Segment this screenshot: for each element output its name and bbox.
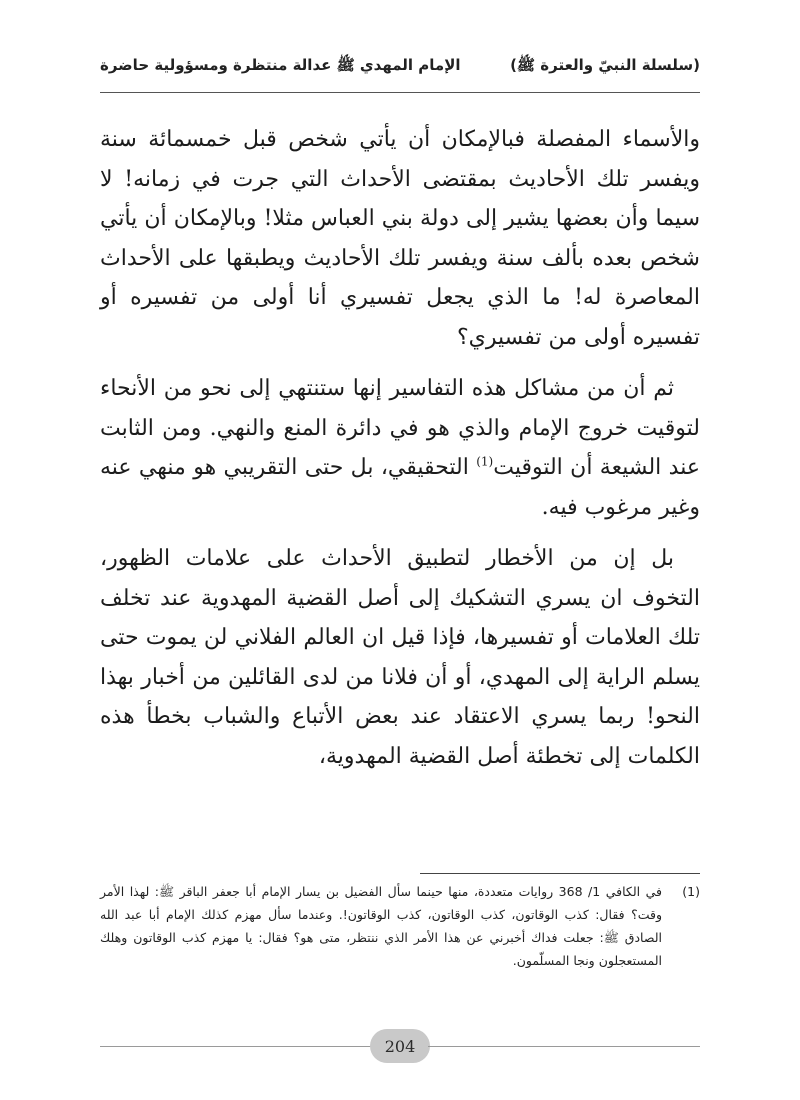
page-number: 204: [384, 1036, 416, 1056]
book-title: الإمام المهدي ﷺ عدالة منتظرة ومسؤولية حاضرة: [100, 56, 461, 74]
header-divider: [100, 92, 700, 93]
paragraph-2-text-before: ثم أن من مشاكل هذه التفاسير إنها ستنتهي إلى نحو من الأنحاء لتوقيت خروج الإمام والذي هو في دائرة المنع والنهي. ومن الثابت عند الشيعة أن التوقيت: [100, 376, 700, 480]
paragraph-2: [100, 369, 700, 527]
paragraph-3: بل إن من الأخطار لتطبيق الأحداث على علامات الظهور، التخوف ان يسري التشكيك إلى أصل القضية المهدوية عند تخلف تلك العلامات أو تفسيرها، فإذا قيل ان العالم الفلاني لن يموت حتى يسلم الراية إلى المهدي، أو أن فلانا من لدى القائلين من أخبار بهذا النحو! ربما يسري الاعتقاد عند بعض الأتباع والشباب بخطأ هذه الكلمات إلى تخطئة أصل القضية المهدوية،: [100, 546, 700, 769]
series-title: (سلسلة النبيّ والعترة ﷺ): [510, 56, 700, 74]
footnote-item: [100, 880, 700, 972]
footnote-number: (1): [682, 884, 700, 899]
page-number-badge: [370, 1029, 430, 1063]
footer-line-right: [428, 1046, 700, 1047]
main-text: [100, 120, 700, 788]
running-header: [100, 56, 700, 78]
footer-line-left: [100, 1046, 372, 1047]
footnote-text: في الكافي 1/ 368 روايات متعددة، منها حينما سأل الفضيل بن يسار الإمام أبا جعفر الباقر ﷺ: لهذا الأمر وقت؟ فقال: كذب الوقاتون، كذب الوقاتون، كذب الوقاتون!. وعندما سأل مهزم كذلك الإمام أبا عبد الله الصادق ﷺ: جعلت فداك أخبرني عن هذا الأمر الذي ننتظر، متى هو؟ فقال: يا مهزم كذب الوقاتون وهلك المستعجلون ونجا المسلّمون.: [100, 884, 662, 968]
footnotes: [100, 880, 700, 972]
paragraph-2-text-after: التحقيقي، بل حتى التقريبي هو منهي عنه وغير مرغوب فيه.: [100, 455, 700, 520]
footnote-divider: [420, 873, 700, 874]
paragraph-1: والأسماء المفصلة فبالإمكان أن يأتي شخص قبل خمسمائة سنة ويفسر تلك الأحاديث بمقتضى الأحداث التي جرت في زمانه! لا سيما وأن بعضها يشير إلى دولة بني العباس مثلا! وبالإمكان أن يأتي شخص بعده بألف سنة ويفسر تلك الأحاديث ويطبقها على الأحداث المعاصرة له! ما الذي يجعل تفسيري أنا أولى من تفسيره أو تفسيره أولى من تفسيري؟: [100, 127, 700, 350]
footnote-reference[interactable]: (1): [476, 454, 494, 469]
page-footer: [100, 1028, 700, 1064]
